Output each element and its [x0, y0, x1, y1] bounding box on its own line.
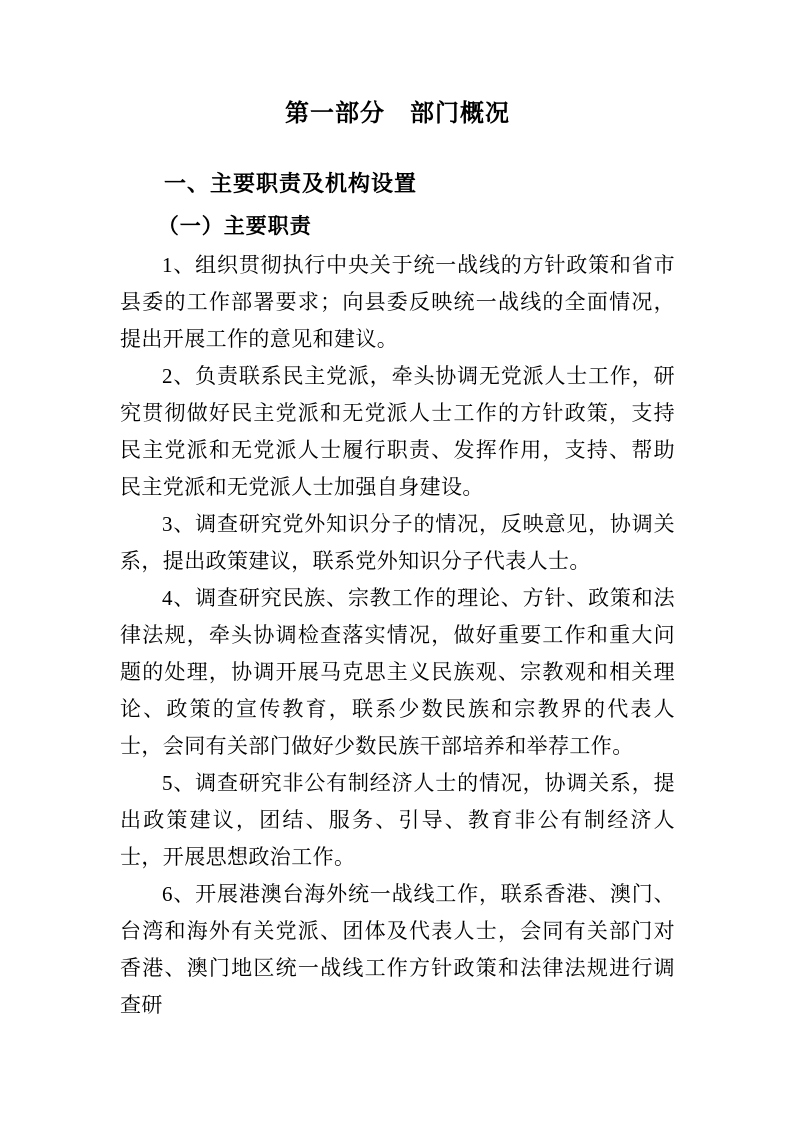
body-paragraph-2: 2、负责联系民主党派，牵头协调无党派人士工作，研究贯彻做好民主党派和无党派人士工作的方针政策，支持民主党派和无党派人士履行职责、发挥作用，支持、帮助民主党派和无党派人士加强自身建设。: [120, 364, 675, 499]
body-paragraph-5: 5、调查研究非公有制经济人士的情况，协调关系，提出政策建议，团结、服务、引导、教育非公有制经济人士，开展思想政治工作。: [120, 771, 675, 869]
body-paragraph-4: 4、调查研究民族、宗教工作的理论、方针、政策和法律法规，牵头协调检查落实情况，做好重要工作和重大问题的处理，协调开展马克思主义民族观、宗教观和相关理论、政策的宣传教育，联系少数民族和宗教界的代表人士，会同有关部门做好少数民族干部培养和举荐工作。: [120, 586, 675, 758]
body-paragraph-1: 1、组织贯彻执行中央关于统一战线的方针政策和省市县委的工作部署要求；向县委反映统一战线的全面情况，提出开展工作的意见和建议。: [120, 253, 675, 351]
body-text: [120, 247, 675, 1024]
page-title: 第一部分 部门概况: [285, 100, 510, 127]
section-heading: 一、主要职责及机构设置: [164, 171, 418, 196]
body-paragraph-3: 3、调查研究党外知识分子的情况，反映意见，协调关系，提出政策建议，联系党外知识分子代表人士。: [120, 512, 675, 573]
subsection-heading: （一）主要职责: [157, 214, 312, 238]
body-paragraph-6: 6、开展港澳台海外统一战线工作，联系香港、澳门、台湾和海外有关党派、团体及代表人士，会同有关部门对香港、澳门地区统一战线工作方针政策和法律法规进行调查研: [120, 882, 675, 1017]
